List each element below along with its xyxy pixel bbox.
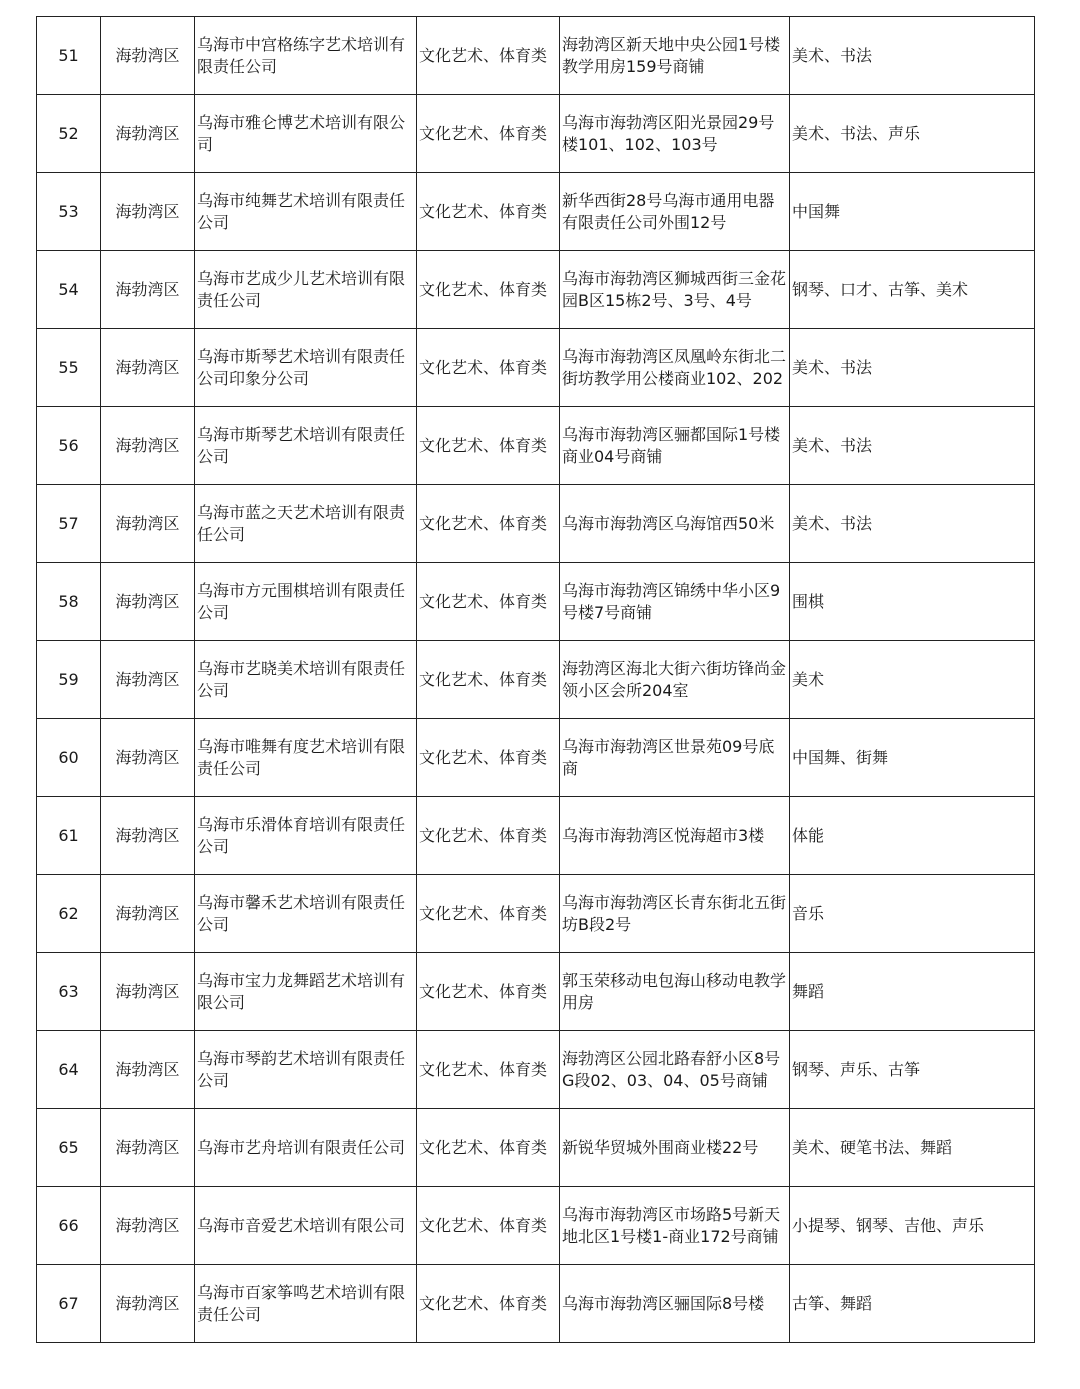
table-row — [37, 797, 1035, 875]
programs-cell: 美术 — [790, 641, 1035, 719]
institution-name-cell: 乌海市斯琴艺术培训有限责任公司 — [195, 407, 417, 485]
table-row — [37, 719, 1035, 797]
address-cell: 乌海市海勃湾区骊国际8号楼 — [560, 1265, 790, 1343]
district-cell: 海勃湾区 — [101, 719, 195, 797]
programs-cell: 美术、书法 — [790, 329, 1035, 407]
table-row — [37, 641, 1035, 719]
institution-name-cell: 乌海市馨禾艺术培训有限责任公司 — [195, 875, 417, 953]
address-cell: 新锐华贸城外围商业楼22号 — [560, 1109, 790, 1187]
programs-cell: 钢琴、口才、古筝、美术 — [790, 251, 1035, 329]
institution-name-cell: 乌海市百家筝鸣艺术培训有限责任公司 — [195, 1265, 417, 1343]
programs-cell: 美术、硬笔书法、舞蹈 — [790, 1109, 1035, 1187]
registry-sheet — [36, 16, 1034, 1343]
institution-name-cell: 乌海市乐滑体育培训有限责任公司 — [195, 797, 417, 875]
programs-cell: 音乐 — [790, 875, 1035, 953]
category-cell: 文化艺术、体育类 — [417, 485, 560, 563]
institution-name-cell: 乌海市中宫格练字艺术培训有限责任公司 — [195, 17, 417, 95]
institution-name-cell: 乌海市方元围棋培训有限责任公司 — [195, 563, 417, 641]
institution-name-cell: 乌海市琴韵艺术培训有限责任公司 — [195, 1031, 417, 1109]
address-cell: 海勃湾区公园北路春舒小区8号G段02、03、04、05号商铺 — [560, 1031, 790, 1109]
table-row — [37, 407, 1035, 485]
address-cell: 乌海市海勃湾区悦海超市3楼 — [560, 797, 790, 875]
category-cell: 文化艺术、体育类 — [417, 719, 560, 797]
district-cell: 海勃湾区 — [101, 1031, 195, 1109]
institution-name-cell: 乌海市雅仑博艺术培训有限公司 — [195, 95, 417, 173]
district-cell: 海勃湾区 — [101, 407, 195, 485]
category-cell: 文化艺术、体育类 — [417, 1109, 560, 1187]
district-cell: 海勃湾区 — [101, 251, 195, 329]
row-number: 52 — [37, 95, 101, 173]
programs-cell: 美术、书法 — [790, 17, 1035, 95]
table-row — [37, 95, 1035, 173]
district-cell: 海勃湾区 — [101, 485, 195, 563]
row-number: 67 — [37, 1265, 101, 1343]
programs-cell: 中国舞、街舞 — [790, 719, 1035, 797]
institution-name-cell: 乌海市音爱艺术培训有限公司 — [195, 1187, 417, 1265]
address-cell: 乌海市海勃湾区骊都国际1号楼商业04号商铺 — [560, 407, 790, 485]
table-row — [37, 173, 1035, 251]
row-number: 63 — [37, 953, 101, 1031]
category-cell: 文化艺术、体育类 — [417, 1187, 560, 1265]
table-row — [37, 485, 1035, 563]
category-cell: 文化艺术、体育类 — [417, 641, 560, 719]
category-cell: 文化艺术、体育类 — [417, 563, 560, 641]
table-row — [37, 329, 1035, 407]
row-number: 57 — [37, 485, 101, 563]
address-cell: 乌海市海勃湾区狮城西街三金花园B区15栋2号、3号、4号 — [560, 251, 790, 329]
district-cell: 海勃湾区 — [101, 641, 195, 719]
district-cell: 海勃湾区 — [101, 17, 195, 95]
district-cell: 海勃湾区 — [101, 875, 195, 953]
address-cell: 新华西街28号乌海市通用电器有限责任公司外围12号 — [560, 173, 790, 251]
category-cell: 文化艺术、体育类 — [417, 407, 560, 485]
district-cell: 海勃湾区 — [101, 797, 195, 875]
table-row — [37, 17, 1035, 95]
district-cell: 海勃湾区 — [101, 95, 195, 173]
institution-name-cell: 乌海市艺成少儿艺术培训有限责任公司 — [195, 251, 417, 329]
row-number: 59 — [37, 641, 101, 719]
category-cell: 文化艺术、体育类 — [417, 329, 560, 407]
table-row — [37, 1031, 1035, 1109]
row-number: 56 — [37, 407, 101, 485]
row-number: 53 — [37, 173, 101, 251]
address-cell: 乌海市海勃湾区长青东街北五街坊B段2号 — [560, 875, 790, 953]
table-body — [37, 17, 1035, 1343]
category-cell: 文化艺术、体育类 — [417, 95, 560, 173]
address-cell: 乌海市海勃湾区乌海馆西50米 — [560, 485, 790, 563]
row-number: 62 — [37, 875, 101, 953]
table-row — [37, 1187, 1035, 1265]
institution-name-cell: 乌海市斯琴艺术培训有限责任公司印象分公司 — [195, 329, 417, 407]
category-cell: 文化艺术、体育类 — [417, 953, 560, 1031]
programs-cell: 小提琴、钢琴、吉他、声乐 — [790, 1187, 1035, 1265]
programs-cell: 古筝、舞蹈 — [790, 1265, 1035, 1343]
programs-cell: 美术、书法、声乐 — [790, 95, 1035, 173]
address-cell: 乌海市海勃湾区锦绣中华小区9号楼7号商铺 — [560, 563, 790, 641]
address-cell: 海勃湾区新天地中央公园1号楼教学用房159号商铺 — [560, 17, 790, 95]
category-cell: 文化艺术、体育类 — [417, 797, 560, 875]
programs-cell: 美术、书法 — [790, 407, 1035, 485]
district-cell: 海勃湾区 — [101, 173, 195, 251]
institution-name-cell: 乌海市纯舞艺术培训有限责任公司 — [195, 173, 417, 251]
programs-cell: 钢琴、声乐、古筝 — [790, 1031, 1035, 1109]
district-cell: 海勃湾区 — [101, 329, 195, 407]
institution-name-cell: 乌海市蓝之天艺术培训有限责任公司 — [195, 485, 417, 563]
institution-table — [36, 16, 1035, 1343]
category-cell: 文化艺术、体育类 — [417, 173, 560, 251]
institution-name-cell: 乌海市唯舞有度艺术培训有限责任公司 — [195, 719, 417, 797]
district-cell: 海勃湾区 — [101, 1109, 195, 1187]
address-cell: 乌海市海勃湾区阳光景园29号楼101、102、103号 — [560, 95, 790, 173]
programs-cell: 体能 — [790, 797, 1035, 875]
category-cell: 文化艺术、体育类 — [417, 1031, 560, 1109]
table-row — [37, 875, 1035, 953]
category-cell: 文化艺术、体育类 — [417, 251, 560, 329]
row-number: 64 — [37, 1031, 101, 1109]
row-number: 55 — [37, 329, 101, 407]
row-number: 54 — [37, 251, 101, 329]
table-row — [37, 251, 1035, 329]
table-row — [37, 563, 1035, 641]
row-number: 65 — [37, 1109, 101, 1187]
row-number: 51 — [37, 17, 101, 95]
category-cell: 文化艺术、体育类 — [417, 875, 560, 953]
row-number: 60 — [37, 719, 101, 797]
address-cell: 郭玉荣移动电包海山移动电教学用房 — [560, 953, 790, 1031]
programs-cell: 舞蹈 — [790, 953, 1035, 1031]
table-row — [37, 1109, 1035, 1187]
row-number: 66 — [37, 1187, 101, 1265]
institution-name-cell: 乌海市艺舟培训有限责任公司 — [195, 1109, 417, 1187]
row-number: 61 — [37, 797, 101, 875]
category-cell: 文化艺术、体育类 — [417, 17, 560, 95]
table-row — [37, 953, 1035, 1031]
district-cell: 海勃湾区 — [101, 563, 195, 641]
programs-cell: 中国舞 — [790, 173, 1035, 251]
district-cell: 海勃湾区 — [101, 953, 195, 1031]
programs-cell: 围棋 — [790, 563, 1035, 641]
institution-name-cell: 乌海市宝力龙舞蹈艺术培训有限公司 — [195, 953, 417, 1031]
table-row — [37, 1265, 1035, 1343]
programs-cell: 美术、书法 — [790, 485, 1035, 563]
row-number: 58 — [37, 563, 101, 641]
address-cell: 海勃湾区海北大街六街坊锋尚金领小区会所204室 — [560, 641, 790, 719]
address-cell: 乌海市海勃湾区世景苑09号底商 — [560, 719, 790, 797]
institution-name-cell: 乌海市艺晓美术培训有限责任公司 — [195, 641, 417, 719]
address-cell: 乌海市海勃湾区凤凰岭东街北二街坊教学用公楼商业102、202 — [560, 329, 790, 407]
category-cell: 文化艺术、体育类 — [417, 1265, 560, 1343]
district-cell: 海勃湾区 — [101, 1187, 195, 1265]
district-cell: 海勃湾区 — [101, 1265, 195, 1343]
address-cell: 乌海市海勃湾区市场路5号新天地北区1号楼1-商业172号商铺 — [560, 1187, 790, 1265]
